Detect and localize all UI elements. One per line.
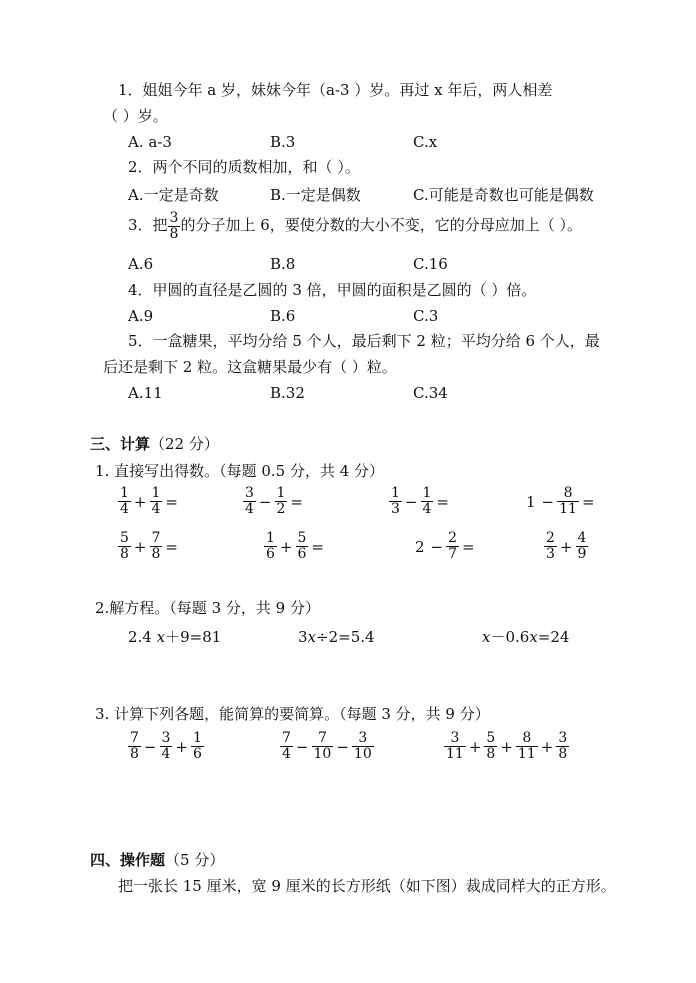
equation-term: =24 [537, 628, 570, 646]
operator: + [133, 492, 147, 511]
fraction [556, 731, 569, 762]
fraction [446, 531, 459, 562]
variable-x: x [529, 628, 538, 646]
section4-score: （5 分） [165, 851, 225, 869]
equation-2 [298, 627, 375, 647]
q3-option-b: B.8 [270, 255, 296, 273]
numerator: 3 [161, 730, 171, 746]
q2-option-c: C.可能是奇数也可能是偶数 [413, 186, 594, 204]
operator: + [133, 537, 147, 556]
q2-option-a: A.一定是奇数 [128, 186, 219, 204]
numerator: 5 [486, 730, 496, 746]
operator: + [279, 537, 293, 556]
calc-expression [412, 531, 478, 562]
numerator: 3 [245, 485, 254, 501]
numerator: 8 [516, 731, 538, 747]
operator: − [258, 492, 272, 511]
denominator: 3 [391, 501, 400, 517]
equation-term: 2.4 [128, 628, 157, 646]
q3-prefix: 3．把 [128, 216, 168, 234]
numerator: 7 [130, 730, 139, 746]
fraction [264, 531, 277, 562]
numerator: 3 [444, 731, 466, 747]
section4-heading [90, 850, 224, 870]
q3-fraction-denominator: 8 [169, 225, 179, 242]
q1-text-line1: 1．姐姐今年 a 岁，妹妹今年（a-3 ）岁。再过 x 年后，两人相差 [118, 81, 553, 99]
operator: + [559, 537, 573, 556]
denominator: 4 [245, 501, 254, 517]
fraction [160, 731, 173, 762]
denominator: 11 [559, 501, 577, 517]
operator: + [175, 737, 188, 756]
q3-fraction [168, 211, 181, 242]
denominator: 6 [193, 746, 202, 762]
q5-text-line2: 后还是剩下 2 粒。这盒糖果最少有（ ）粒。 [103, 358, 397, 376]
numerator: 1 [276, 485, 286, 501]
operator: − [541, 492, 555, 511]
simplify-expression-1 [128, 731, 204, 762]
equals-sign: = [290, 492, 303, 511]
simplify-expression-3 [444, 731, 569, 762]
operator: + [468, 737, 482, 756]
fraction [118, 531, 131, 562]
equation-term: 3 [298, 628, 308, 646]
operator: − [404, 492, 418, 511]
calc-expression [523, 486, 598, 517]
q1-option-b: B.3 [270, 133, 296, 151]
denominator: 4 [120, 501, 129, 517]
denominator: 2 [276, 501, 286, 517]
equation-1 [128, 627, 221, 647]
numerator: 5 [120, 530, 129, 546]
fraction [150, 486, 163, 517]
q3-option-a: A.6 [128, 255, 154, 273]
section4-text: 把一张长 15 厘米，宽 9 厘米的长方形纸（如下图）裁成同样大的正方形。 [118, 877, 616, 895]
part2-title: 2.解方程。（每题 3 分，共 9 分） [95, 599, 320, 617]
numerator: 3 [352, 731, 374, 747]
q5-option-b: B.32 [270, 384, 305, 402]
operator: + [540, 737, 554, 756]
denominator: 8 [120, 546, 129, 562]
denominator: 4 [161, 746, 171, 762]
equals-sign: = [462, 537, 475, 556]
denominator: 9 [577, 546, 587, 562]
numerator: 4 [577, 530, 587, 546]
denominator: 11 [517, 746, 536, 762]
denominator: 10 [313, 746, 332, 762]
q5-option-a: A.11 [128, 384, 163, 402]
q5-option-c: C.34 [413, 384, 448, 402]
fraction [280, 731, 293, 762]
equals-sign: = [311, 537, 324, 556]
part1-title: 1. 直接写出得数。（每题 0.5 分，共 4 分） [95, 462, 385, 480]
denominator: 11 [446, 746, 464, 762]
operator: − [336, 737, 349, 756]
fraction [191, 731, 204, 762]
fraction [516, 731, 538, 762]
calc-expression [264, 531, 327, 562]
denominator: 8 [486, 746, 496, 762]
q1-text-line2: （ ）岁。 [103, 107, 168, 125]
numerator: 7 [151, 530, 161, 546]
numerator: 1 [193, 730, 202, 746]
numerator: 3 [558, 730, 568, 746]
calc-expression [544, 531, 588, 562]
equals-sign: = [436, 492, 449, 511]
variable-x: x [307, 628, 317, 646]
q4-option-c: C.3 [413, 307, 439, 325]
equation-3 [482, 627, 569, 647]
denominator: 10 [353, 746, 372, 762]
q4-option-a: A.9 [128, 307, 154, 325]
part3-title: 3. 计算下列各题，能简算的要简算。（每题 3 分，共 9 分） [95, 705, 490, 723]
q3-text [128, 208, 582, 242]
numerator: 7 [312, 731, 334, 747]
q4-text: 4．甲圆的直径是乙圆的 3 倍，甲圆的面积是乙圆的（ ）倍。 [128, 281, 537, 299]
fraction [484, 731, 497, 762]
calc-expression [118, 531, 181, 562]
operator: − [430, 537, 444, 556]
fraction [352, 731, 374, 762]
denominator: 4 [282, 746, 291, 762]
denominator: 6 [266, 546, 275, 562]
numerator: 1 [422, 485, 432, 501]
operator: − [143, 737, 157, 756]
numerator: 1 [391, 485, 400, 501]
fraction [275, 486, 288, 517]
denominator: 6 [297, 546, 307, 562]
denominator: 4 [151, 501, 161, 517]
operator: − [295, 737, 309, 756]
denominator: 7 [448, 546, 458, 562]
simplify-expression-2 [280, 731, 374, 762]
numerator: 7 [282, 730, 291, 746]
fraction [312, 731, 334, 762]
whole-number: 2 [415, 537, 425, 556]
q5-text-line1: 5．一盒糖果，平均分给 5 个人，最后剩下 2 粒；平均分给 6 个人，最 [128, 332, 600, 350]
equals-sign: = [165, 537, 178, 556]
fraction [576, 531, 589, 562]
section3-title: 三、计算 [90, 435, 151, 453]
fraction [243, 486, 256, 517]
calc-expression [243, 486, 306, 517]
section4-title: 四、操作题 [90, 851, 166, 869]
numerator: 8 [557, 486, 579, 502]
equation-term: －0.6 [490, 628, 530, 646]
numerator: 2 [448, 530, 458, 546]
q1-option-a: A. a-3 [128, 133, 172, 151]
variable-x: x [482, 628, 491, 646]
fraction [296, 531, 309, 562]
fraction [421, 486, 434, 517]
denominator: 8 [130, 746, 139, 762]
fraction [557, 486, 579, 517]
numerator: 2 [546, 530, 555, 546]
section3-heading [90, 434, 219, 454]
section3-score: （22 分） [150, 435, 219, 453]
q3-option-c: C.16 [413, 255, 448, 273]
variable-x: x [156, 628, 166, 646]
fraction [118, 486, 131, 517]
fraction [128, 731, 141, 762]
q2-option-b: B.一定是偶数 [270, 186, 361, 204]
calc-expression [389, 486, 452, 517]
fraction [150, 531, 163, 562]
whole-number: 1 [526, 492, 536, 511]
denominator: 8 [558, 746, 568, 762]
operator: + [500, 737, 513, 756]
equation-term: ＋9=81 [165, 628, 222, 646]
q1-option-c: C.x [413, 133, 438, 151]
numerator: 1 [120, 485, 129, 501]
fraction [544, 531, 557, 562]
q2-text: 2．两个不同的质数相加，和（ ）。 [128, 158, 360, 176]
numerator: 5 [297, 530, 307, 546]
equation-term: ÷2=5.4 [316, 628, 375, 646]
q3-fraction-numerator: 3 [169, 209, 179, 226]
denominator: 8 [151, 546, 161, 562]
equals-sign: = [581, 492, 595, 511]
numerator: 1 [151, 485, 161, 501]
denominator: 4 [422, 501, 432, 517]
fraction [444, 731, 466, 762]
q4-option-b: B.6 [270, 307, 296, 325]
equals-sign: = [165, 492, 178, 511]
calc-expression [118, 486, 181, 517]
numerator: 1 [266, 530, 275, 546]
q3-suffix: 的分子加上 6，要使分数的大小不变，它的分母应加上（ ）。 [180, 216, 583, 234]
fraction [389, 486, 402, 517]
denominator: 3 [546, 546, 555, 562]
